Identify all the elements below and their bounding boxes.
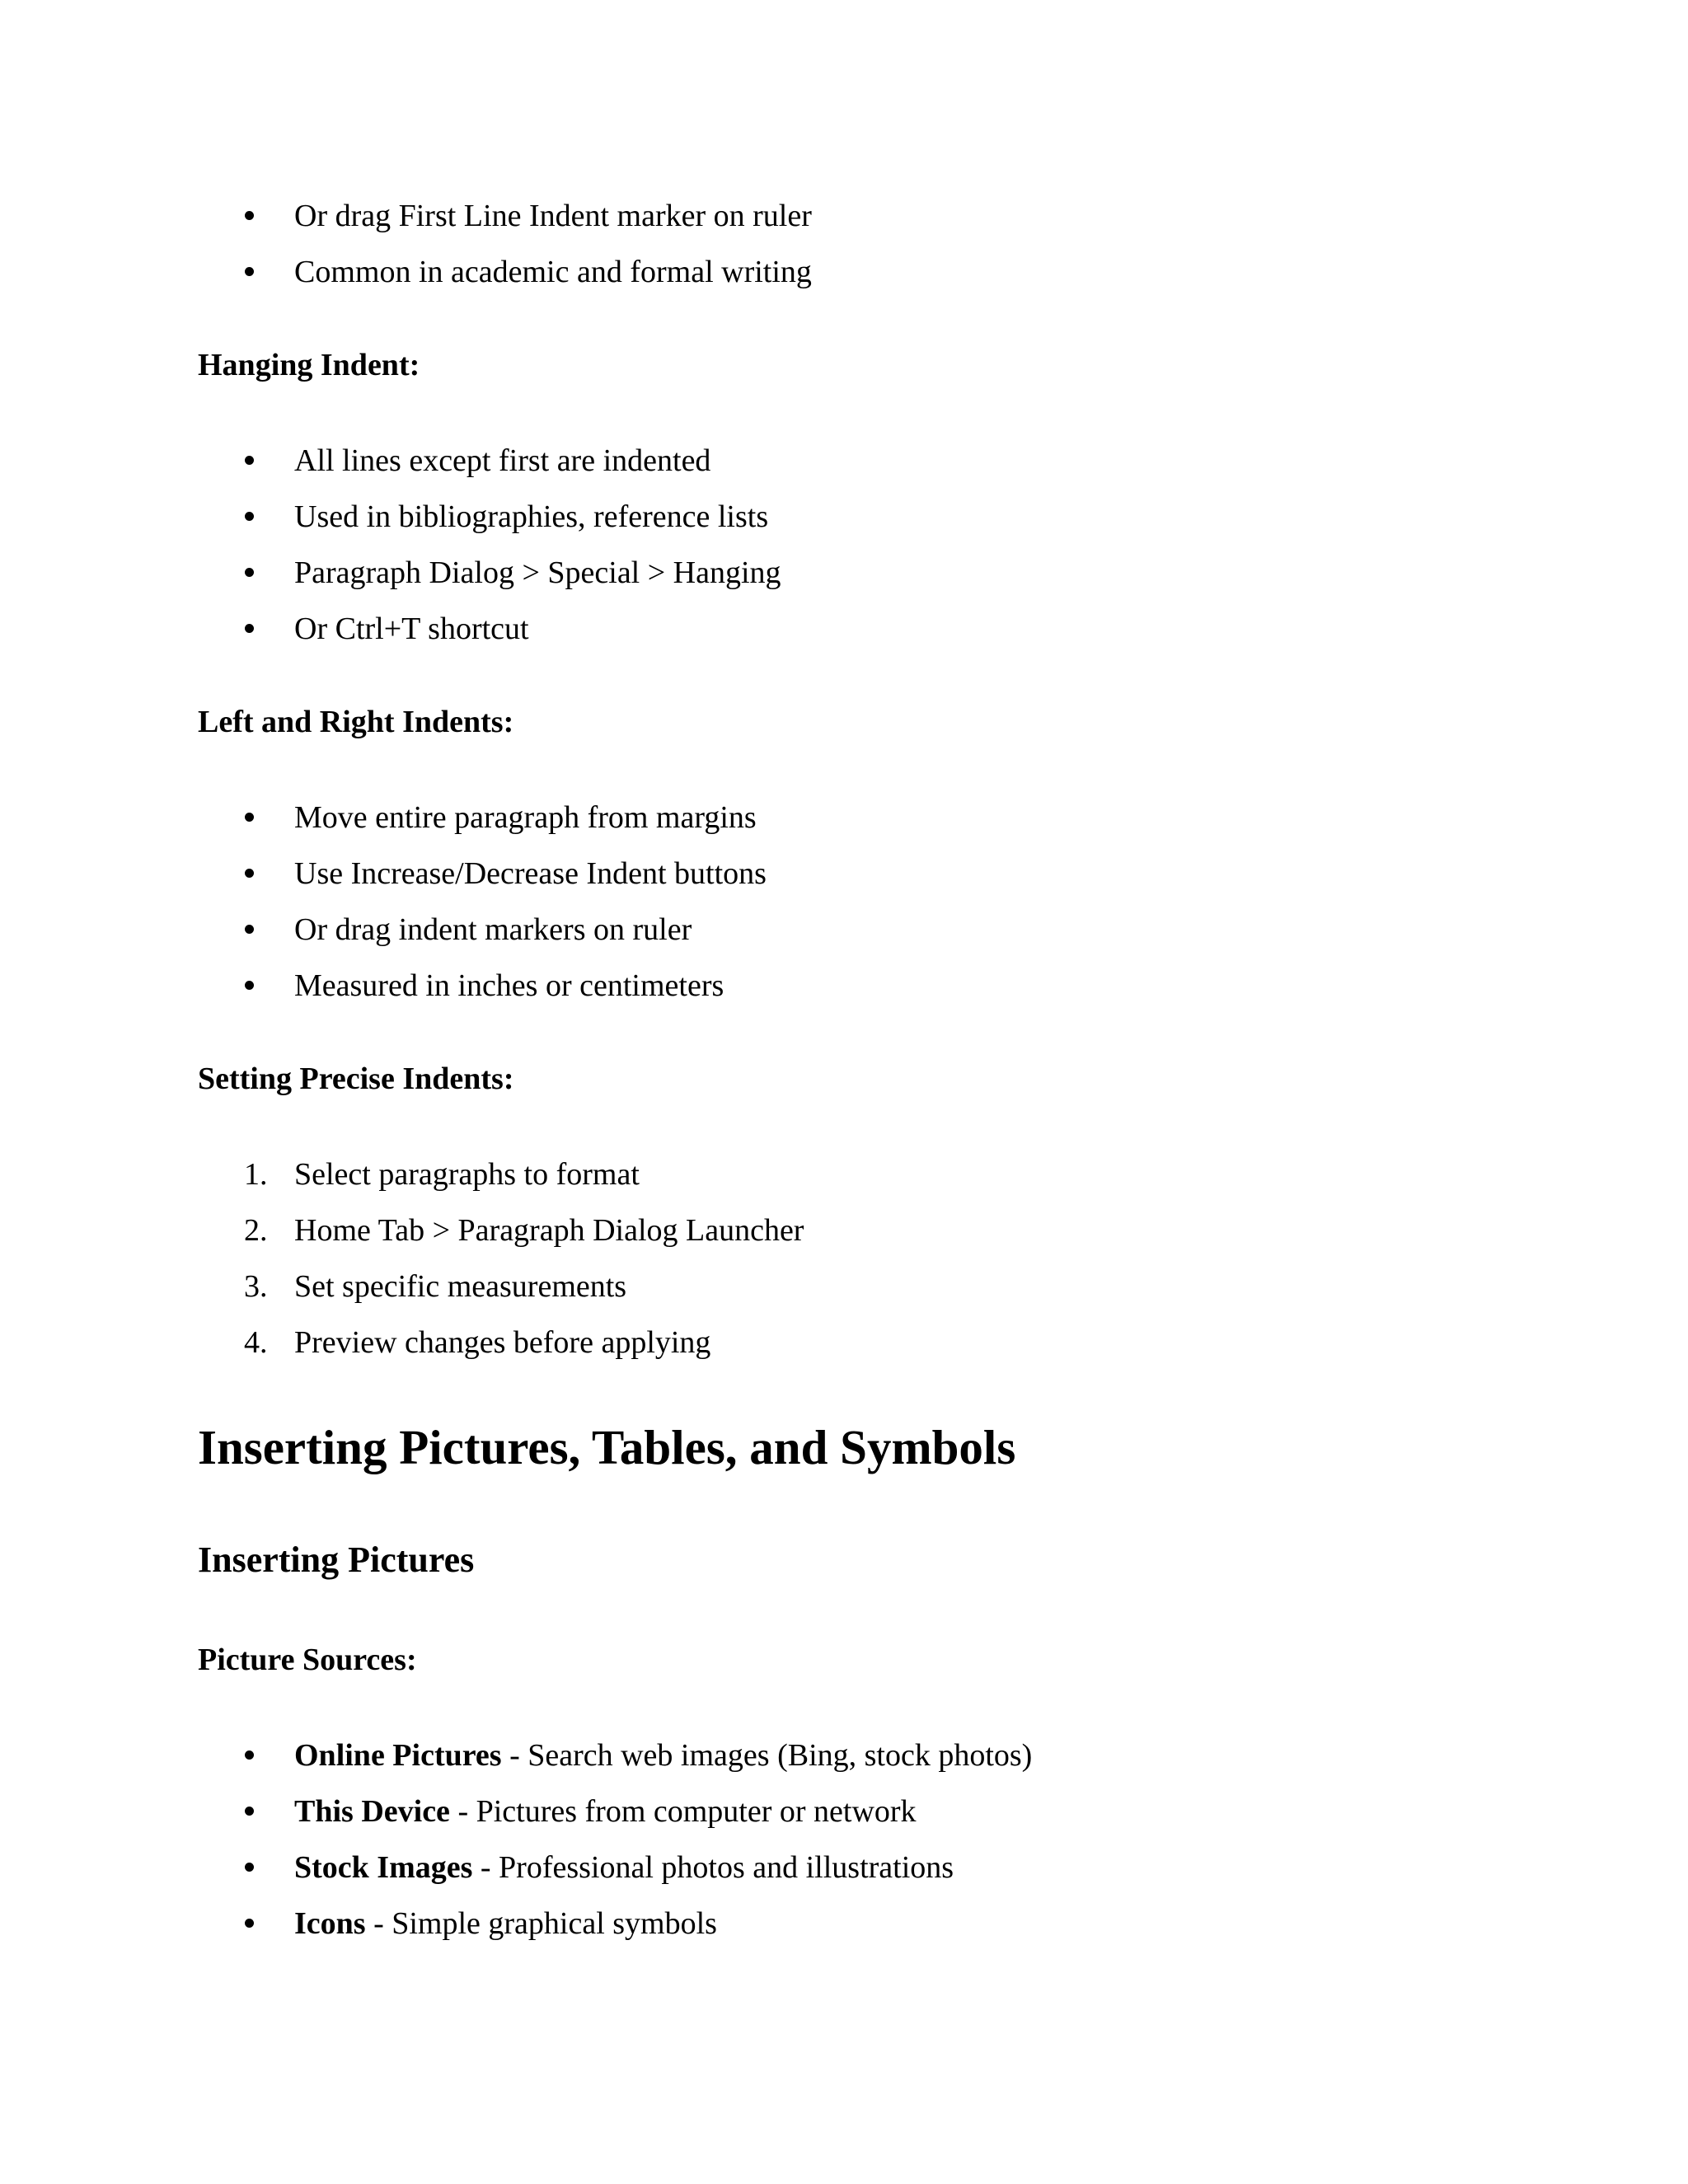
numbered-item-text: Set specific measurements: [294, 1269, 627, 1304]
list-item-text: Common in academic and formal writing: [294, 255, 812, 289]
heading-inserting-pictures-tables-symbols: Inserting Pictures, Tables, and Symbols: [198, 1420, 1016, 1474]
list-item-text: Or drag indent markers on ruler: [294, 912, 692, 947]
bullet-icon: [245, 267, 254, 276]
section-label-left-right-indents: Left and Right Indents:: [198, 705, 514, 739]
term: Stock Images: [294, 1850, 473, 1885]
list-item-text: Use Increase/Decrease Indent buttons: [294, 856, 767, 891]
bullet-icon: [245, 1750, 254, 1760]
section-label-setting-precise-indents: Setting Precise Indents:: [198, 1062, 514, 1096]
bullet-icon: [245, 1863, 254, 1872]
list-item-text: Measured in inches or centimeters: [294, 968, 724, 1003]
term-description: - Simple graphical symbols: [365, 1906, 717, 1941]
bullet-icon: [245, 456, 254, 465]
subheading-inserting-pictures: Inserting Pictures: [198, 1540, 475, 1580]
bullet-icon: [245, 1919, 254, 1928]
section-label-hanging-indent: Hanging Indent:: [198, 348, 420, 382]
term-description: - Professional photos and illustrations: [472, 1850, 954, 1885]
bullet-icon: [245, 981, 254, 990]
list-item-text: Move entire paragraph from margins: [294, 800, 757, 835]
bullet-icon: [245, 512, 254, 521]
list-item-text: Used in bibliographies, reference lists: [294, 499, 769, 534]
item-number: 3.: [244, 1269, 268, 1304]
bullet-icon: [245, 813, 254, 822]
numbered-item-text: Select paragraphs to format: [294, 1157, 640, 1192]
term: Icons: [294, 1906, 366, 1941]
item-number: 4.: [244, 1325, 268, 1360]
item-number: 2.: [244, 1213, 268, 1248]
numbered-item-text: Preview changes before applying: [294, 1325, 711, 1360]
term: This Device: [294, 1794, 450, 1829]
item-number: 1.: [244, 1157, 268, 1192]
bullet-icon: [245, 624, 254, 633]
list-item-text: Paragraph Dialog > Special > Hanging: [294, 555, 781, 590]
term: Online Pictures: [294, 1738, 502, 1773]
term-description: - Search web images (Bing, stock photos): [501, 1738, 1033, 1773]
bullet-icon: [245, 1807, 254, 1816]
bullet-icon: [245, 925, 254, 934]
list-item-text: Or drag First Line Indent marker on ruler: [294, 199, 812, 233]
term-description: - Pictures from computer or network: [449, 1794, 917, 1829]
numbered-item-text: Home Tab > Paragraph Dialog Launcher: [294, 1213, 804, 1248]
list-item-text: All lines except first are indented: [294, 443, 711, 478]
list-item-text: Or Ctrl+T shortcut: [294, 612, 529, 646]
bullet-icon: [245, 568, 254, 577]
section-label-picture-sources: Picture Sources:: [198, 1643, 417, 1677]
bullet-icon: [245, 211, 254, 220]
bullet-icon: [245, 869, 254, 878]
